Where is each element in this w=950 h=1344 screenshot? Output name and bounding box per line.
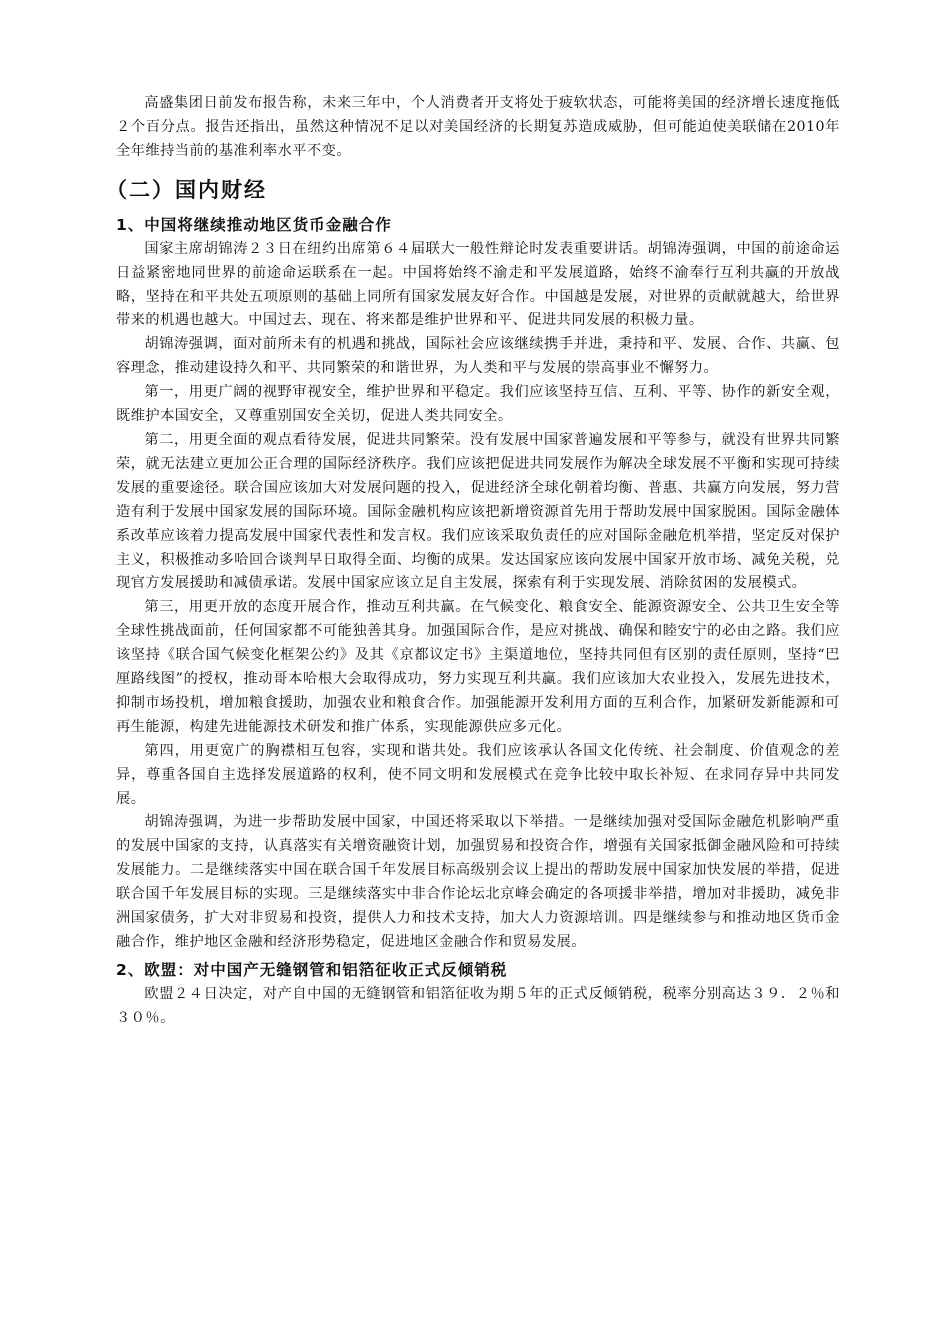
item-heading-2: 2、欧盟：对中国产无缝钢管和铝箔征收正式反倾销税 xyxy=(116,960,508,979)
item-1-paragraph-2: 胡锦涛强调，面对前所未有的机遇和挑战，国际社会应该继续携手并进，秉持和平、发展、合作、共赢、包容理念，推动建设持久和平、共同繁荣的和谐世界，为人类和平与发展的崇高事业不懈努力。 xyxy=(116,336,840,377)
item-heading-1: 1、中国将继续推动地区货币金融合作 xyxy=(116,215,392,234)
item-1-paragraph-5: 第三，用更开放的态度开展合作，推动互利共赢。在气候变化、粮食安全、能源资源安全、公共卫生安全等全球性挑战面前，任何国家都不可能独善其身。加强国际合作，是应对挑战、确保和睦安宁的必由之路。我们应该坚持《联合国气候变化框架公约》及其《京都议定书》主渠道地位，坚持共同但有区别的责任原则，坚持“巴厘路线图”的授权，推动哥本哈根大会取得成功，努力实现互利共赢。我们应该加大农业投入，发展先进技术，抑制市场投机，增加粮食援助，加强农业和粮食合作。加强能源开发利用方面的互利合作，加紧研发新能源和可再生能源，构建先进能源技术研发和推广体系，实现能源供应多元化。 xyxy=(116,599,840,735)
item-1-paragraph-4: 第二，用更全面的观点看待发展，促进共同繁荣。没有发展中国家普遍发展和平等参与，就没有世界共同繁荣，就无法建立更加公正合理的国际经济秩序。我们应该把促进共同发展作为解决全球发展不平衡和实现可持续发展的重要途径。联合国应该加大对发展问题的投入，促进经济全球化朝着均衡、普惠、共赢方向发展，努力营造有利于发展中国家发展的国际环境。国际金融机构应该把新增资源首先用于帮助发展中国家脱困。国际金融体系改革应该着力提高发展中国家代表性和发言权。我们应该采取负责任的应对国际金融危机举措，坚定反对保护主义，积极推动多哈回合谈判早日取得全面、均衡的成果。发达国家应该向发展中国家开放市场、减免关税，兑现官方发展援助和减债承诺。发展中国家应该立足自主发展，探索有利于实现发展、消除贫困的发展模式。 xyxy=(116,431,840,592)
item-1-paragraph-7: 胡锦涛强调，为进一步帮助发展中国家，中国还将采取以下举措。一是继续加强对受国际金融危机影响严重的发展中国家的支持，认真落实有关增资融资计划，加强贸易和投资合作，增强有关国家抵御金融风险和可持续发展能力。二是继续落实中国在联合国千年发展目标高级别会议上提出的帮助发展中国家加快发展的举措，促进联合国千年发展目标的实现。三是继续落实中非合作论坛北京峰会确定的各项援非举措，增加对非援助，减免非洲国家债务，扩大对非贸易和投资，提供人力和技术支持，加大人力资源培训。四是继续参与和推动地区货币金融合作，维护地区金融和经济形势稳定，促进地区金融合作和贸易发展。 xyxy=(116,814,840,950)
intro-paragraph: 高盛集团日前发布报告称，未来三年中，个人消费者开支将处于疲软状态，可能将美国的经济增长速度拖低２个百分点。报告还指出，虽然这种情况不足以对美国经济的长期复苏造成威胁，但可能迫使美联储在2010年全年维持当前的基准利率水平不变。 xyxy=(116,95,840,159)
item-2-paragraph-1: 欧盟２４日决定，对产自中国的无缝钢管和铝箔征收为期５年的正式反倾销税，税率分别高达３９．２％和３０％。 xyxy=(116,985,840,1026)
item-1-paragraph-1: 国家主席胡锦涛２３日在纽约出席第６４届联大一般性辩论时发表重要讲话。胡锦涛强调，中国的前途命运日益紧密地同世界的前途命运联系在一起。中国将始终不渝走和平发展道路，始终不渝奉行互利共赢的开放战略，坚持在和平共处五项原则的基础上同所有国家发展友好合作。中国越是发展，对世界的贡献就越大，给世界带来的机遇也越大。中国过去、现在、将来都是维护世界和平、促进共同发展的积极力量。 xyxy=(116,240,840,329)
item-1-paragraph-6: 第四，用更宽广的胸襟相互包容，实现和谐共处。我们应该承认各国文化传统、社会制度、价值观念的差异，尊重各国自主选择发展道路的权利，使不同文明和发展模式在竞争比较中取长补短、在求同存异中共同发展。 xyxy=(116,742,840,807)
document-page xyxy=(106,92,840,1031)
section-heading: （二）国内财经 xyxy=(106,177,267,202)
item-1-paragraph-3: 第一，用更广阔的视野审视安全，维护世界和平稳定。我们应该坚持互信、互利、平等、协作的新安全观，既维护本国安全，又尊重别国安全关切，促进人类共同安全。 xyxy=(116,384,840,425)
